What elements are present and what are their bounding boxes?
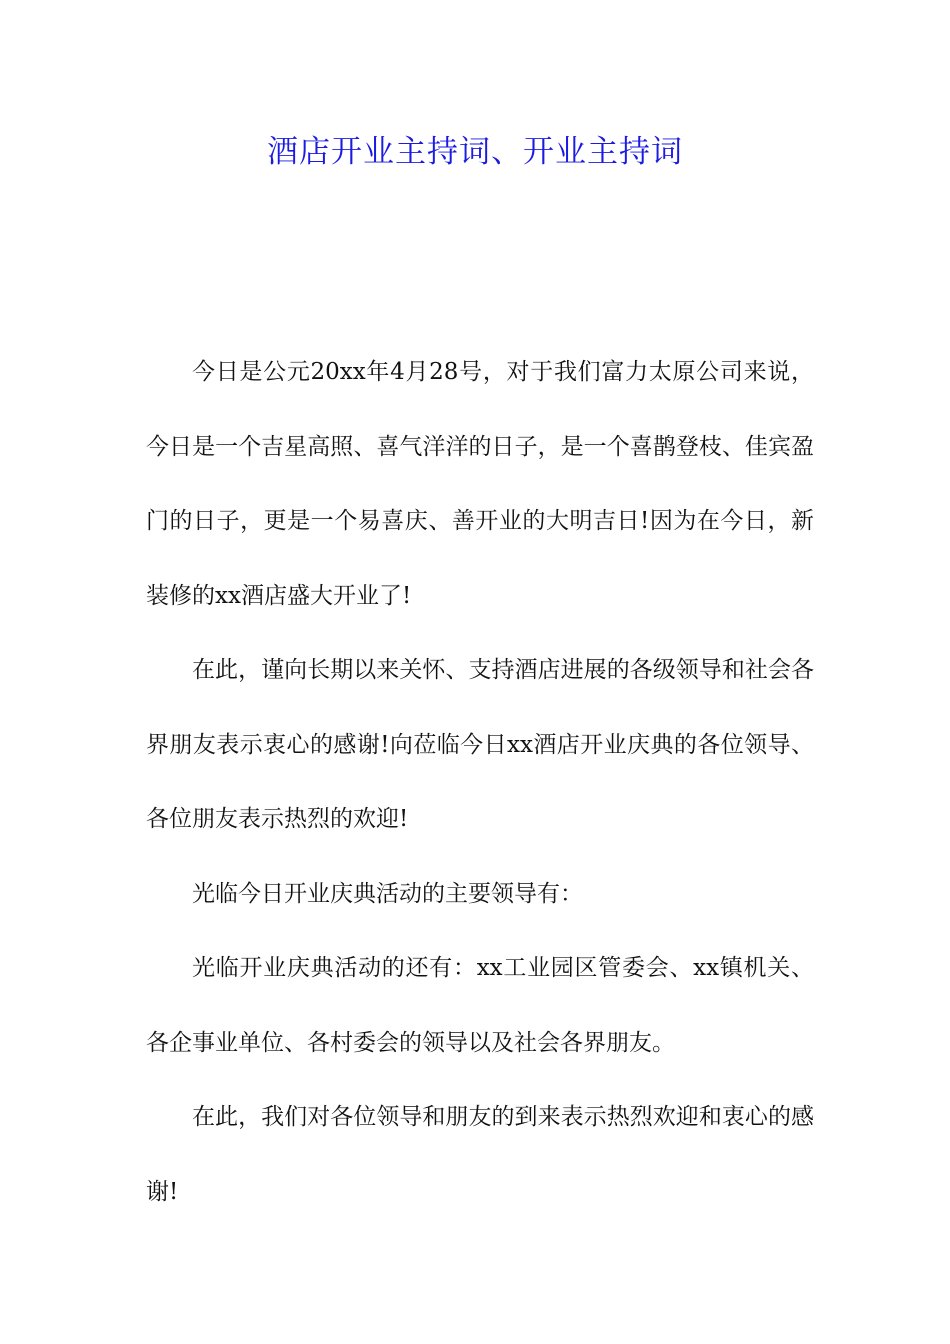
paragraph-5: 在此，我们对各位领导和朋友的到来表示热烈欢迎和衷心的感谢! [146, 1104, 814, 1205]
paragraph-1: 今日是公元20xx年4月28号，对于我们富力太原公司来说，今日是一个吉星高照、喜气洋洋的日子，是一个喜鹊登枝、佳宾盈门的日子，更是一个易喜庆、善开业的大明吉日!因为在今日，新装修的xx酒店盛大开业了! [146, 359, 814, 609]
paragraph-4: 光临开业庆典活动的还有：xx工业园区管委会、xx镇机关、各企事业单位、各村委会的领导以及社会各界朋友。 [146, 955, 814, 1056]
document-body [146, 335, 814, 1229]
document-title: 酒店开业主持词、开业主持词 [267, 134, 683, 170]
paragraph-2: 在此，谨向长期以来关怀、支持酒店进展的各级领导和社会各界朋友表示衷心的感谢!向莅临今日xx酒店开业庆典的各位领导、各位朋友表示热烈的欢迎! [146, 657, 814, 832]
paragraph-3: 光临今日开业庆典活动的主要领导有： [192, 880, 583, 907]
